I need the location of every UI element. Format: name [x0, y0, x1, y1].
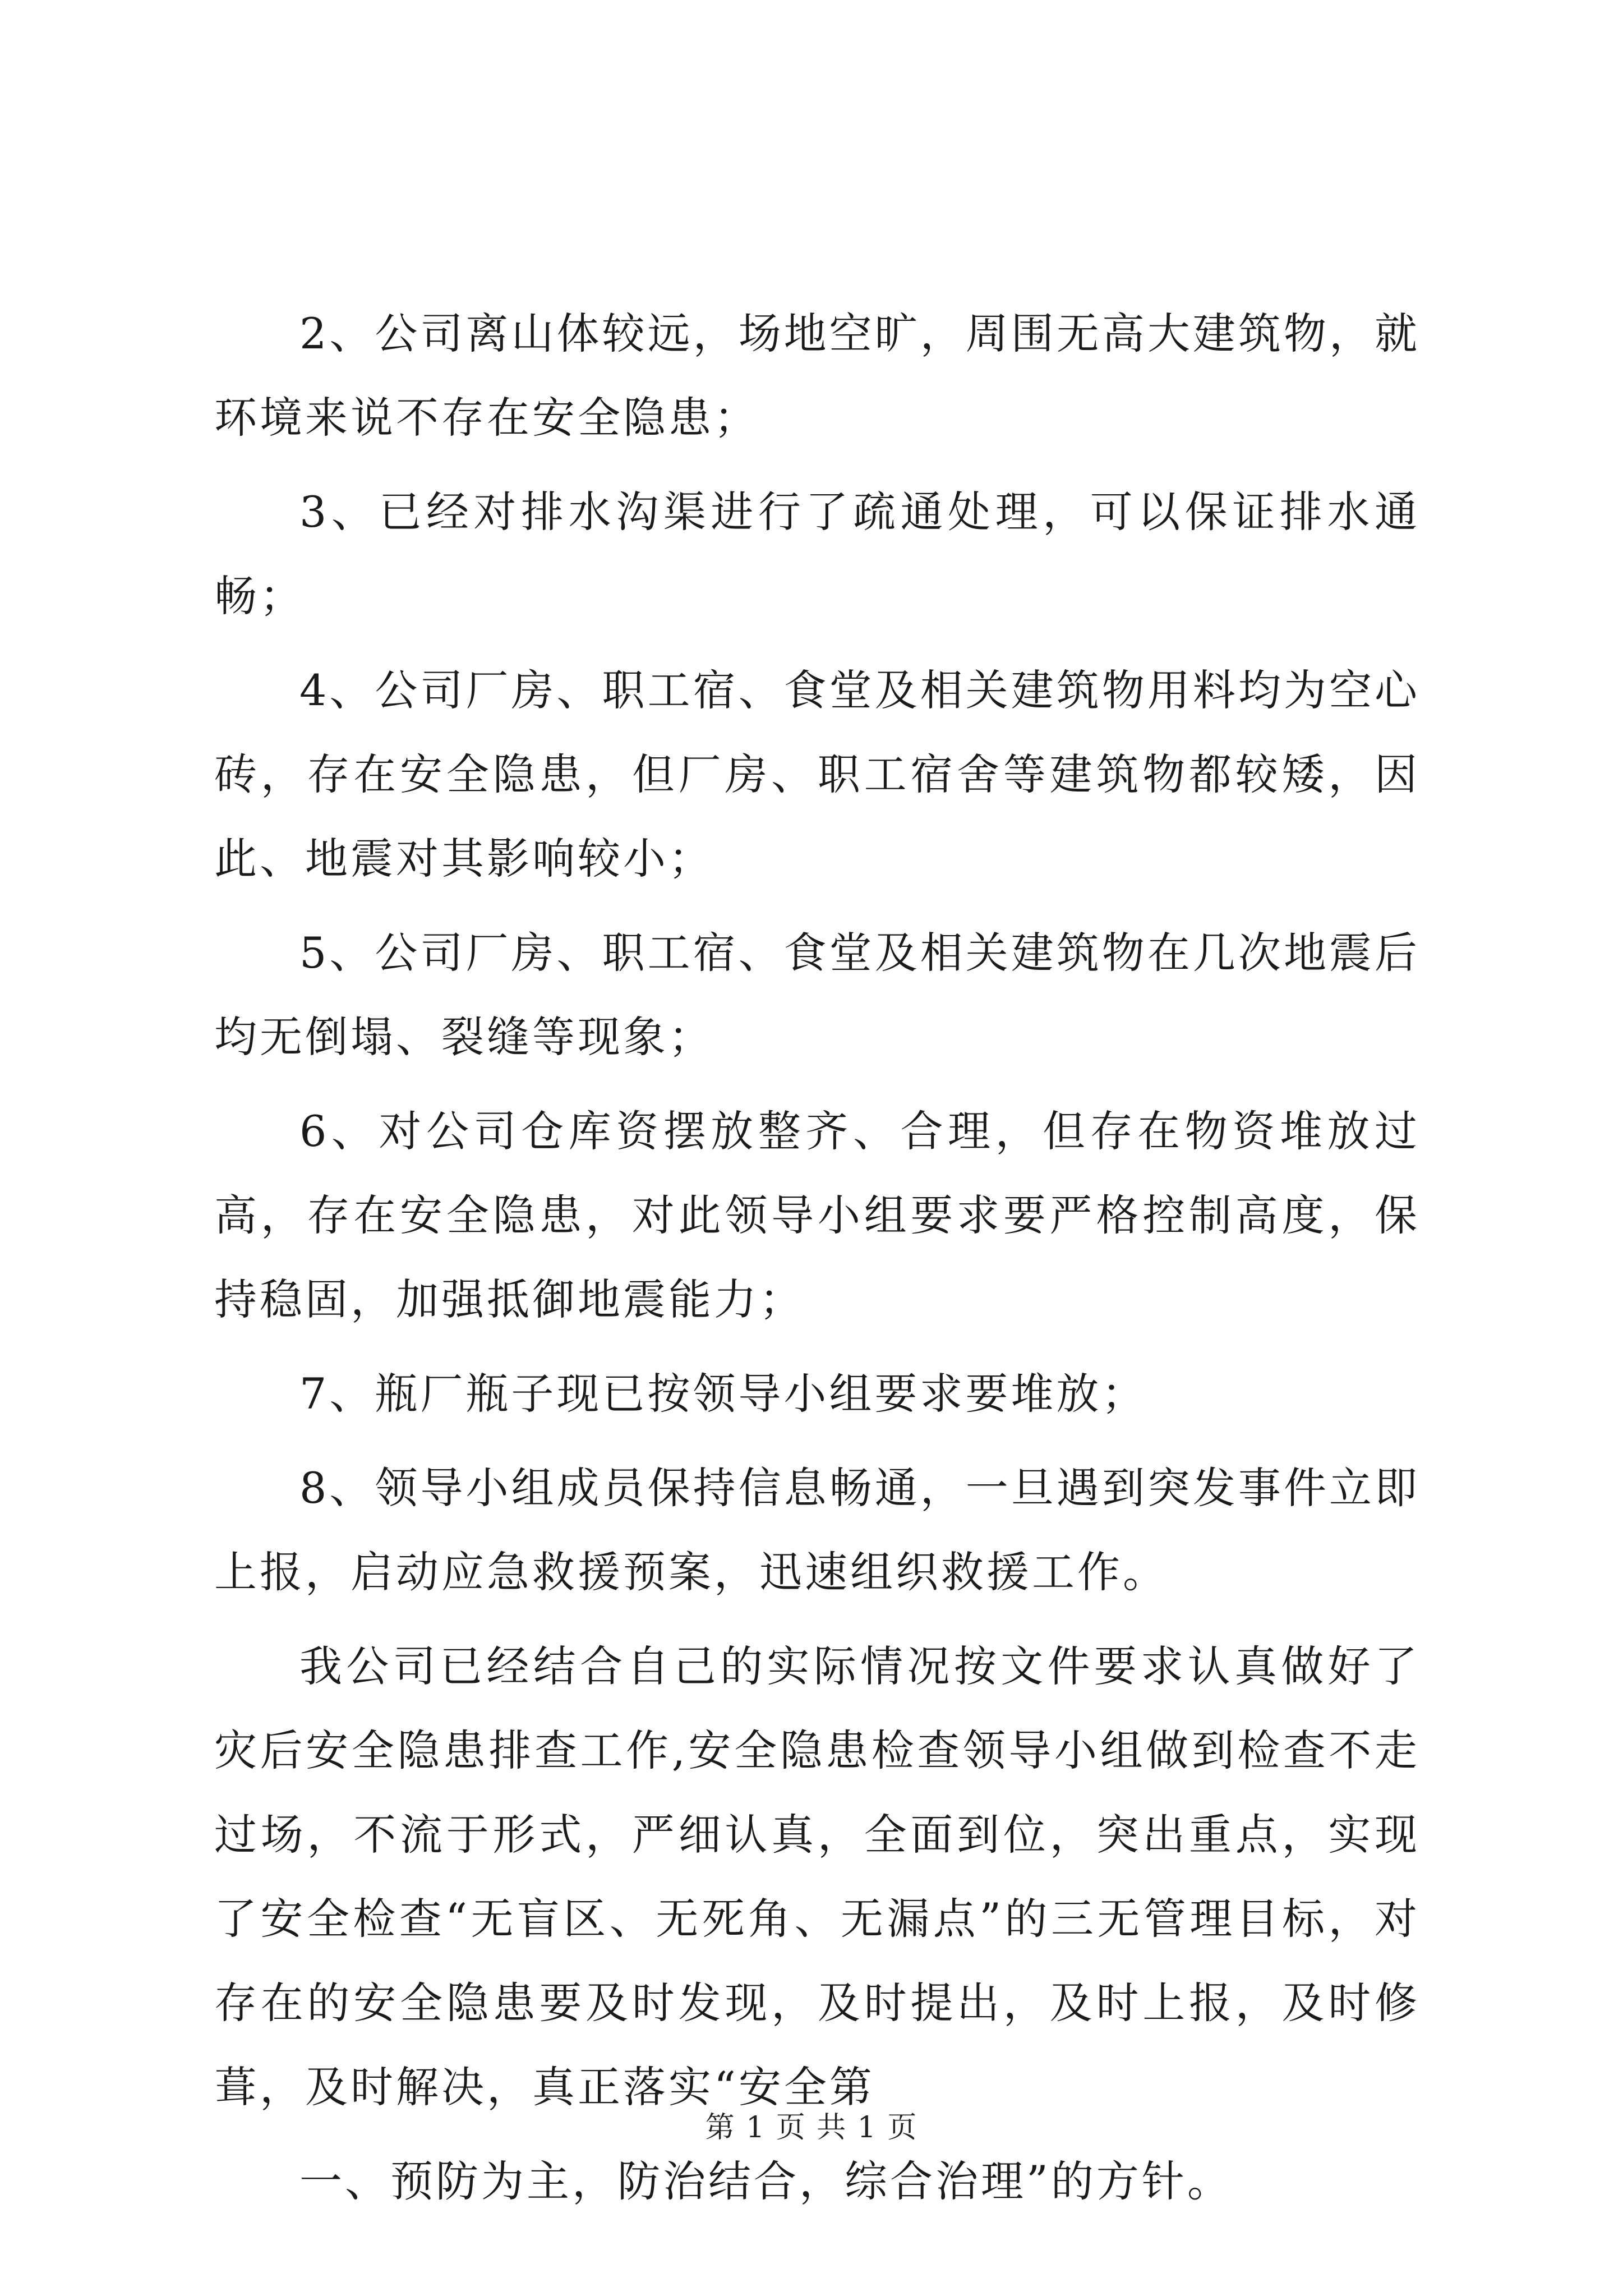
- paragraph-item-4: 4、公司厂房、职工宿、食堂及相关建筑物用料均为空心砖，存在安全隐患，但厂房、职工宿舍等建筑物都较矮，因此、地震对其影响较小；: [214, 665, 1420, 884]
- page-footer: 第 1 页 共 1 页: [705, 2111, 918, 2145]
- document-body: [214, 292, 1420, 2234]
- paragraph-item-8: 8、领导小组成员保持信息畅通，一旦遇到突发事件立即上报，启动应急救援预案，迅速组织救援工作。: [214, 1463, 1420, 1597]
- paragraph-item-3: 3、已经对排水沟渠进行了疏通处理，可以保证排水通畅；: [214, 487, 1420, 621]
- paragraph-item-5: 5、公司厂房、职工宿、食堂及相关建筑物在几次地震后均无倒塌、裂缝等现象；: [214, 928, 1420, 1062]
- paragraph-item-2: 2、公司离山体较远，场地空旷，周围无高大建筑物，就环境来说不存在安全隐患；: [214, 309, 1420, 443]
- paragraph-summary: 我公司已经结合自己的实际情况按文件要求认真做好了灾后安全隐患排查工作,安全隐患检查领导小组做到检查不走过场，不流于形式，严细认真，全面到位，突出重点，实现了安全检查“无盲区、无死角、无漏点”的三无管理目标，对存在的安全隐患要及时发现，及时提出，及时上报，及时修葺，及时解决，真正落实“安全第: [214, 1641, 1420, 2112]
- paragraph-item-6: 6、对公司仓库资摆放整齐、合理，但存在物资堆放过高，存在安全隐患，对此领导小组要求要严格控制高度，保持稳固，加强抵御地震能力；: [214, 1106, 1420, 1324]
- paragraph-item-7: 7、瓶厂瓶子现已按领导小组要求要堆放；: [299, 1369, 1147, 1419]
- paragraph-policy: 一、预防为主，防治结合，综合治理”的方针。: [299, 2156, 1233, 2206]
